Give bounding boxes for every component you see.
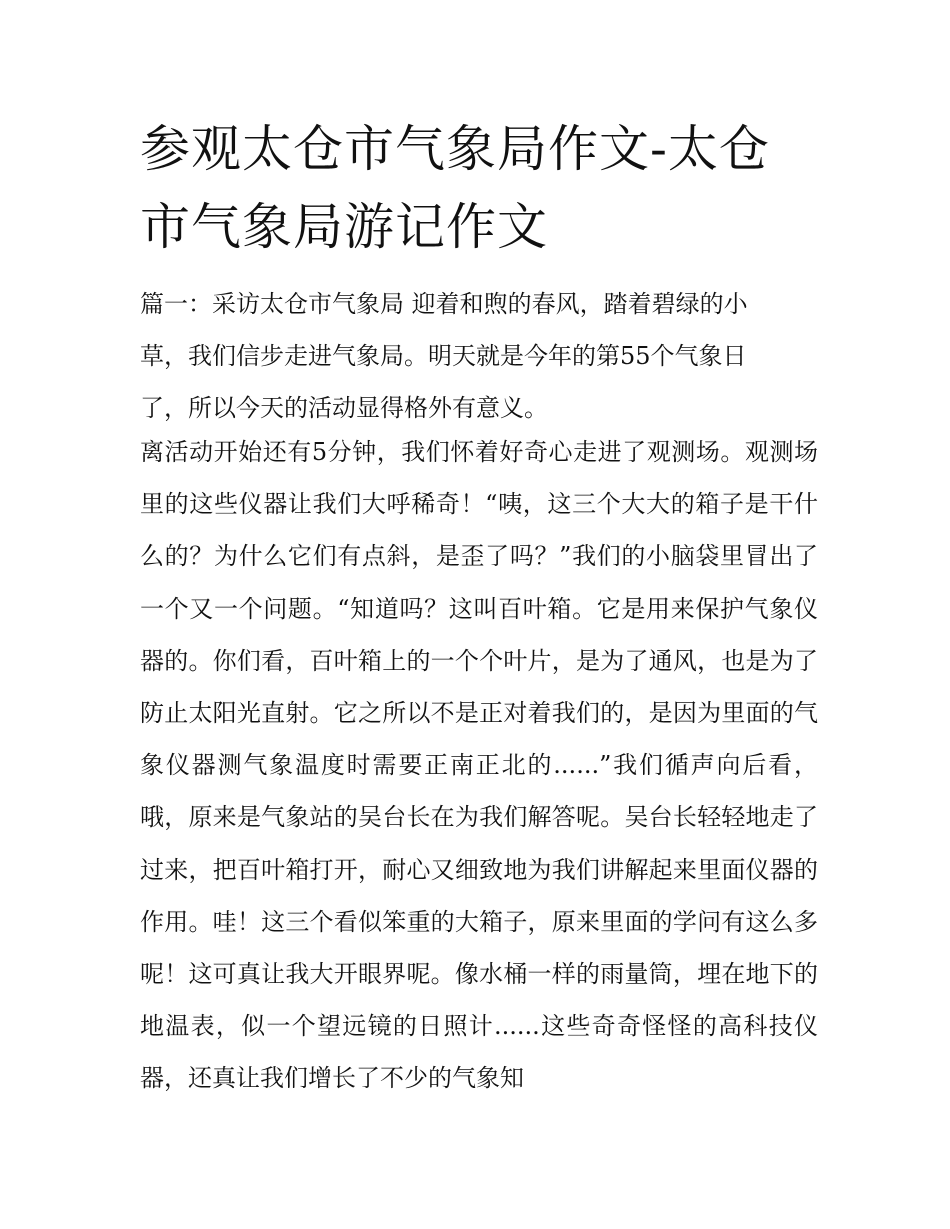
paragraph-intro: 篇一：采访太仓市气象局 迎着和煦的春风，踏着碧绿的小草，我们信步走进气象局。明天就是今年的第55个气象日了，所以今天的活动显得格外有意义。: [140, 290, 748, 422]
document-title: 参观太仓市气象局作文-太仓市气象局游记作文: [140, 120, 770, 256]
paragraph-body: 离活动开始还有5分钟，我们怀着好奇心走进了观测场。观测场里的这些仪器让我们大呼稀奇！“咦，这三个大大的箱子是干什么的？为什么它们有点斜，是歪了吗？”我们的小脑袋里冒出了一个又一个问题。“知道吗？这叫百叶箱。它是用来保护气象仪器的。你们看，百叶箱上的一个个叶片，是为了通风，也是为了防止太阳光直射。它之所以不是正对着我们的，是因为里面的气象仪器测气象温度时需要正南正北的......”我们循声向后看，哦，原来是气象站的吴台长在为我们解答呢。吴台长轻轻地走了过来，把百叶箱打开，耐心又细致地为我们讲解起来里面仪器的作用。哇！这三个看似笨重的大箱子，原来里面的学问有这么多呢！这可真让我大开眼界呢。像水桶一样的雨量筒，埋在地下的地温表，似一个望远镜的日照计......这些奇奇怪怪的高科技仪器，还真让我们增长了不少的气象知: [140, 438, 818, 1093]
